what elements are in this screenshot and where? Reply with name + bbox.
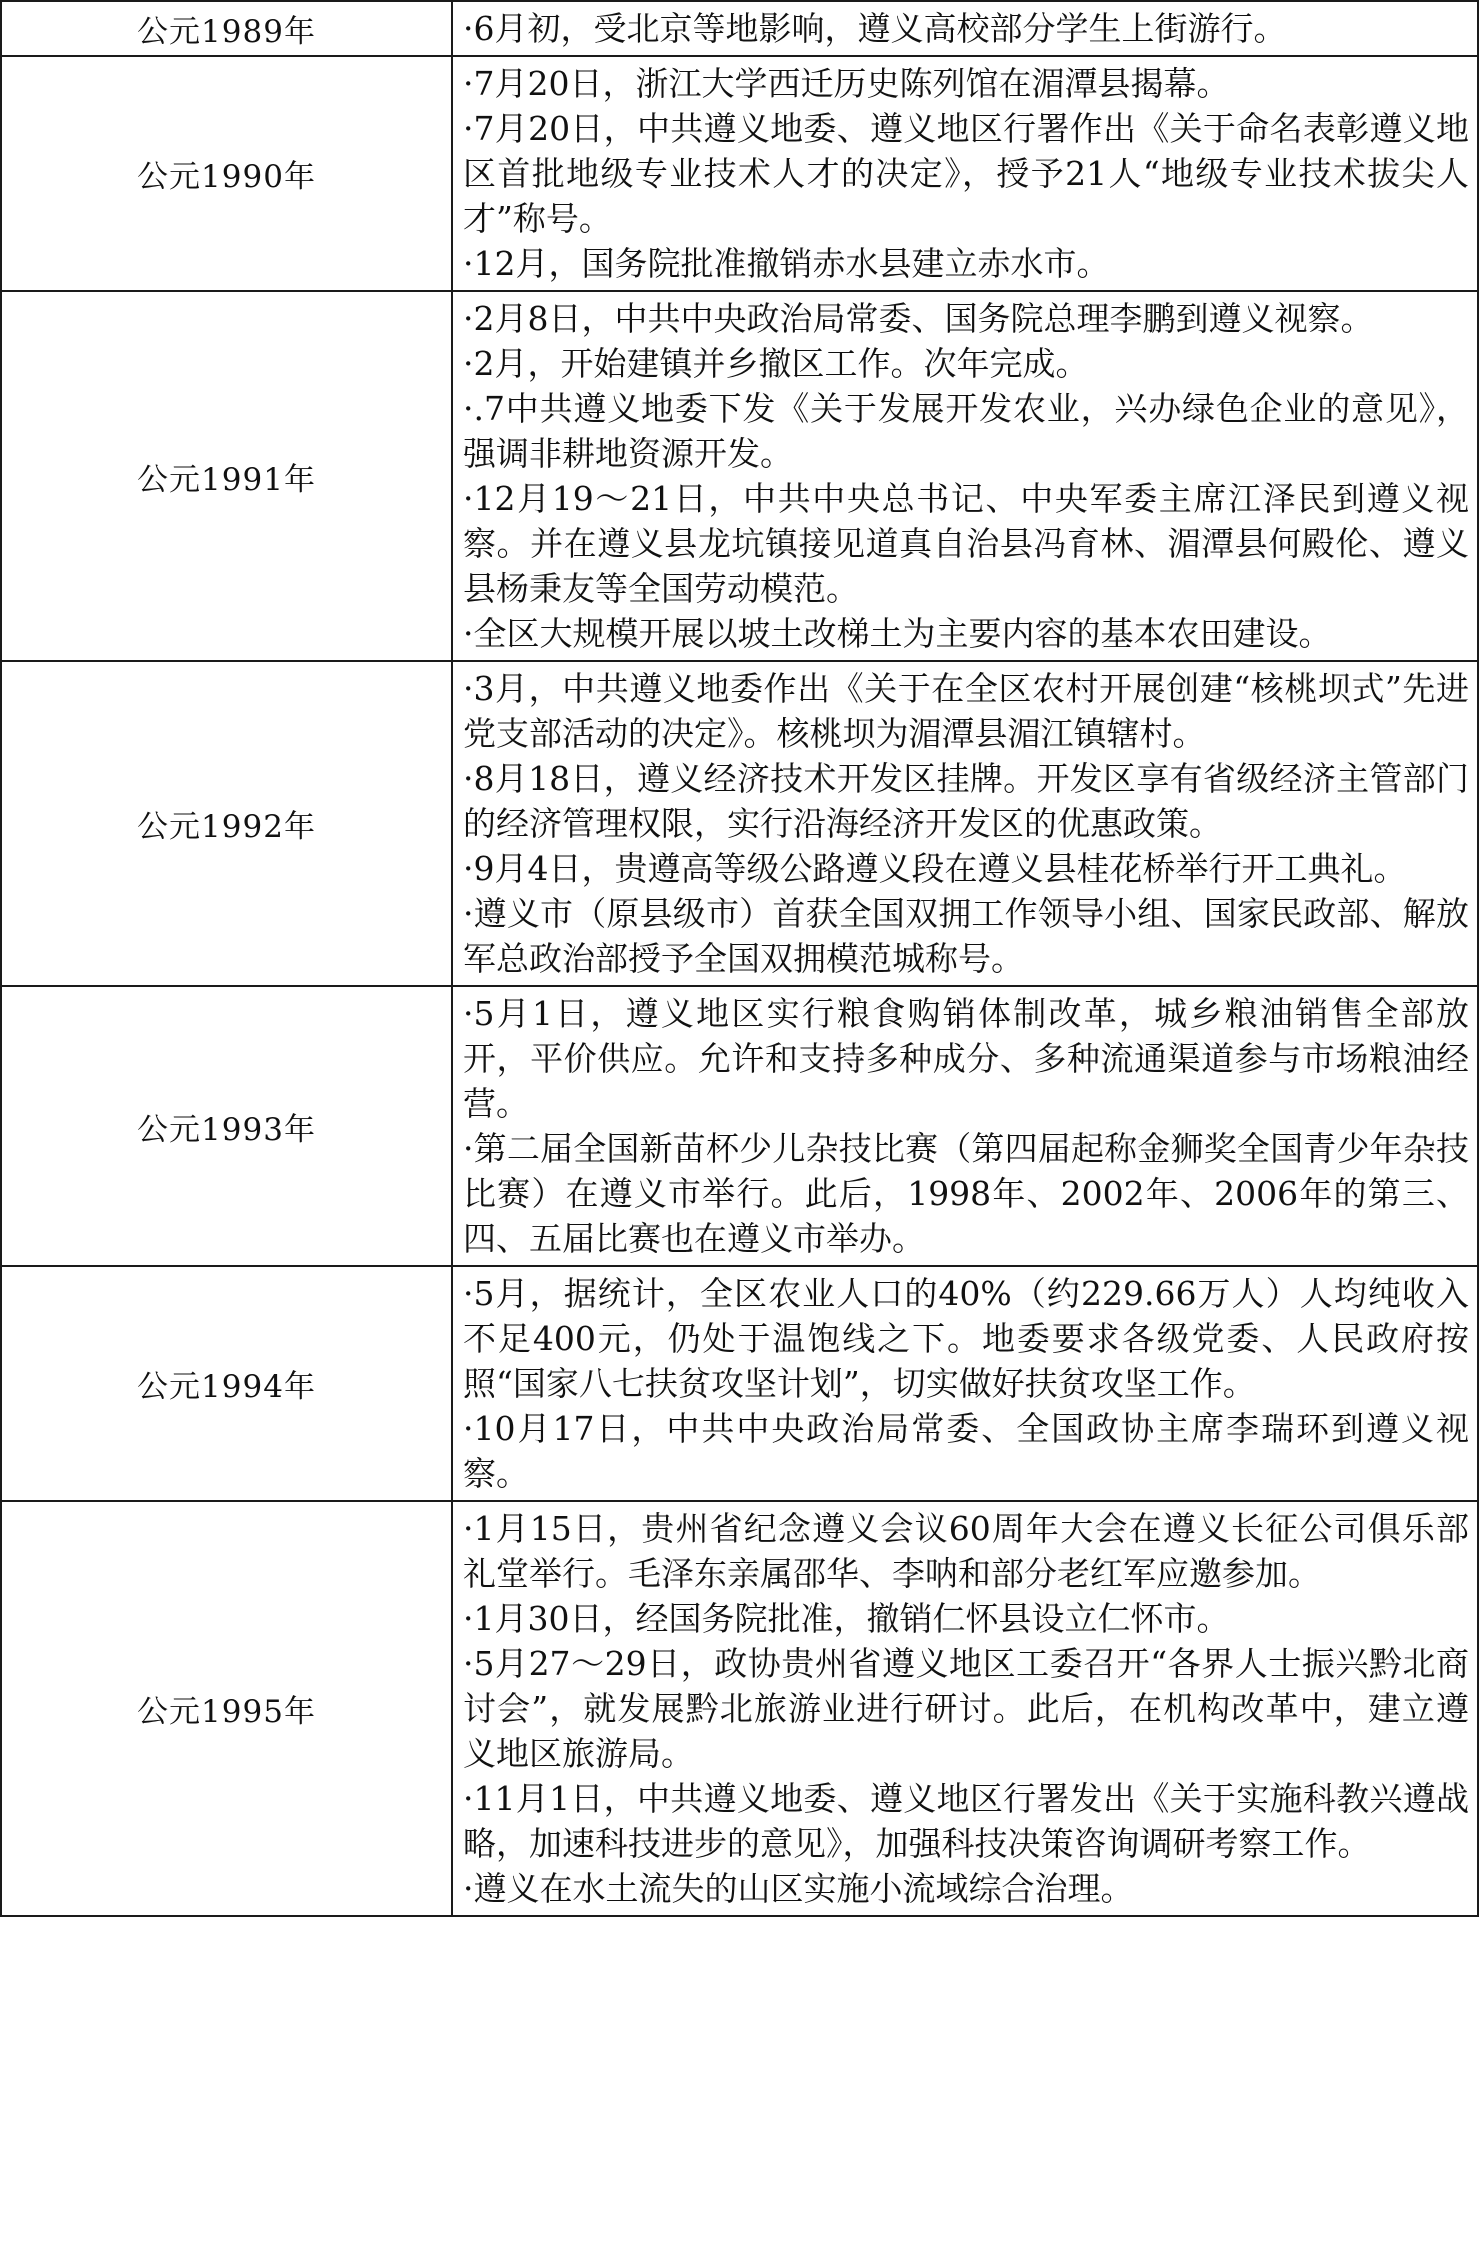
event-item: ·.7中共遵义地委下发《关于发展开发农业，兴办绿色企业的意见》，强调非耕地资源开发。: [463, 389, 1469, 473]
event-item: ·遵义在水土流失的山区实施小流域综合治理。: [463, 1869, 1134, 1908]
event-item: ·3月，中共遵义地委作出《关于在全区农村开展创建“核桃坝式”先进党支部活动的决定》。核桃坝为湄潭县湄江镇辖村。: [463, 669, 1469, 753]
year-cell: 公元1995年: [1, 1501, 452, 1916]
event-item: ·5月，据统计，全区农业人口的40%（约229.66万人）人均纯收入不足400元，仍处于温饱线之下。地委要求各级党委、人民政府按照“国家八七扶贫攻坚计划”，切实做好扶贫攻坚工作。: [463, 1274, 1469, 1403]
event-item: ·第二届全国新苗杯少儿杂技比赛（第四届起称金狮奖全国青少年杂技比赛）在遵义市举行。此后，1998年、2002年、2006年的第三、四、五届比赛也在遵义市举办。: [463, 1129, 1469, 1258]
event-item: ·2月8日，中共中央政治局常委、国务院总理李鹏到遵义视察。: [463, 299, 1374, 338]
year-row: [1, 291, 1478, 661]
event-item: ·2月，开始建镇并乡撤区工作。次年完成。: [463, 344, 1089, 383]
year-row: [1, 986, 1478, 1266]
event-item: ·全区大规模开展以坡土改梯土为主要内容的基本农田建设。: [463, 614, 1332, 653]
year-cell: 公元1992年: [1, 661, 452, 986]
events-cell: [452, 56, 1478, 291]
event-item: ·9月4日，贵遵高等级公路遵义段在遵义县桂花桥举行开工典礼。: [463, 849, 1407, 888]
year-cell: 公元1990年: [1, 56, 452, 291]
year-cell: 公元1989年: [1, 1, 452, 56]
event-item: ·11月1日，中共遵义地委、遵义地区行署发出《关于实施科教兴遵战略，加速科技进步的意见》，加强科技决策咨询调研考察工作。: [463, 1779, 1469, 1863]
events-cell: [452, 661, 1478, 986]
event-item: ·7月20日，浙江大学西迁历史陈列馆在湄潭县揭幕。: [463, 64, 1230, 103]
year-row: [1, 1, 1478, 56]
events-cell: [452, 1266, 1478, 1501]
event-item: ·6月初，受北京等地影响，遵义高校部分学生上街游行。: [463, 9, 1287, 48]
event-item: ·8月18日，遵义经济技术开发区挂牌。开发区享有省级经济主管部门的经济管理权限，实行沿海经济开发区的优惠政策。: [463, 759, 1469, 843]
year-cell: 公元1993年: [1, 986, 452, 1266]
event-item: ·1月15日，贵州省纪念遵义会议60周年大会在遵义长征公司俱乐部礼堂举行。毛泽东亲属邵华、李呐和部分老红军应邀参加。: [463, 1509, 1469, 1593]
event-item: ·1月30日，经国务院批准，撤销仁怀县设立仁怀市。: [463, 1599, 1230, 1638]
chronology-table-body: [1, 1, 1478, 1916]
event-item: ·5月1日，遵义地区实行粮食购销体制改革，城乡粮油销售全部放开，平价供应。允许和支持多种成分、多种流通渠道参与市场粮油经营。: [463, 994, 1469, 1123]
events-cell: [452, 986, 1478, 1266]
year-row: [1, 661, 1478, 986]
event-item: ·遵义市（原县级市）首获全国双拥工作领导小组、国家民政部、解放军总政治部授予全国双拥模范城称号。: [463, 894, 1469, 978]
year-row: [1, 1266, 1478, 1501]
year-row: [1, 1501, 1478, 1916]
event-item: ·7月20日，中共遵义地委、遵义地区行署作出《关于命名表彰遵义地区首批地级专业技术人才的决定》，授予21人“地级专业技术拔尖人才”称号。: [463, 109, 1469, 238]
event-item: ·12月，国务院批准撤销赤水县建立赤水市。: [463, 244, 1110, 283]
event-item: ·10月17日，中共中央政治局常委、全国政协主席李瑞环到遵义视察。: [463, 1409, 1469, 1493]
event-item: ·12月19～21日，中共中央总书记、中央军委主席江泽民到遵义视察。并在遵义县龙坑镇接见道真自治县冯育林、湄潭县何殿伦、遵义县杨秉友等全国劳动模范。: [463, 479, 1469, 608]
year-cell: 公元1994年: [1, 1266, 452, 1501]
events-cell: [452, 1, 1478, 56]
year-row: [1, 56, 1478, 291]
events-cell: [452, 1501, 1478, 1916]
events-cell: [452, 291, 1478, 661]
event-item: ·5月27～29日，政协贵州省遵义地区工委召开“各界人士振兴黔北商讨会”，就发展黔北旅游业进行研讨。此后，在机构改革中，建立遵义地区旅游局。: [463, 1644, 1469, 1773]
year-cell: 公元1991年: [1, 291, 452, 661]
